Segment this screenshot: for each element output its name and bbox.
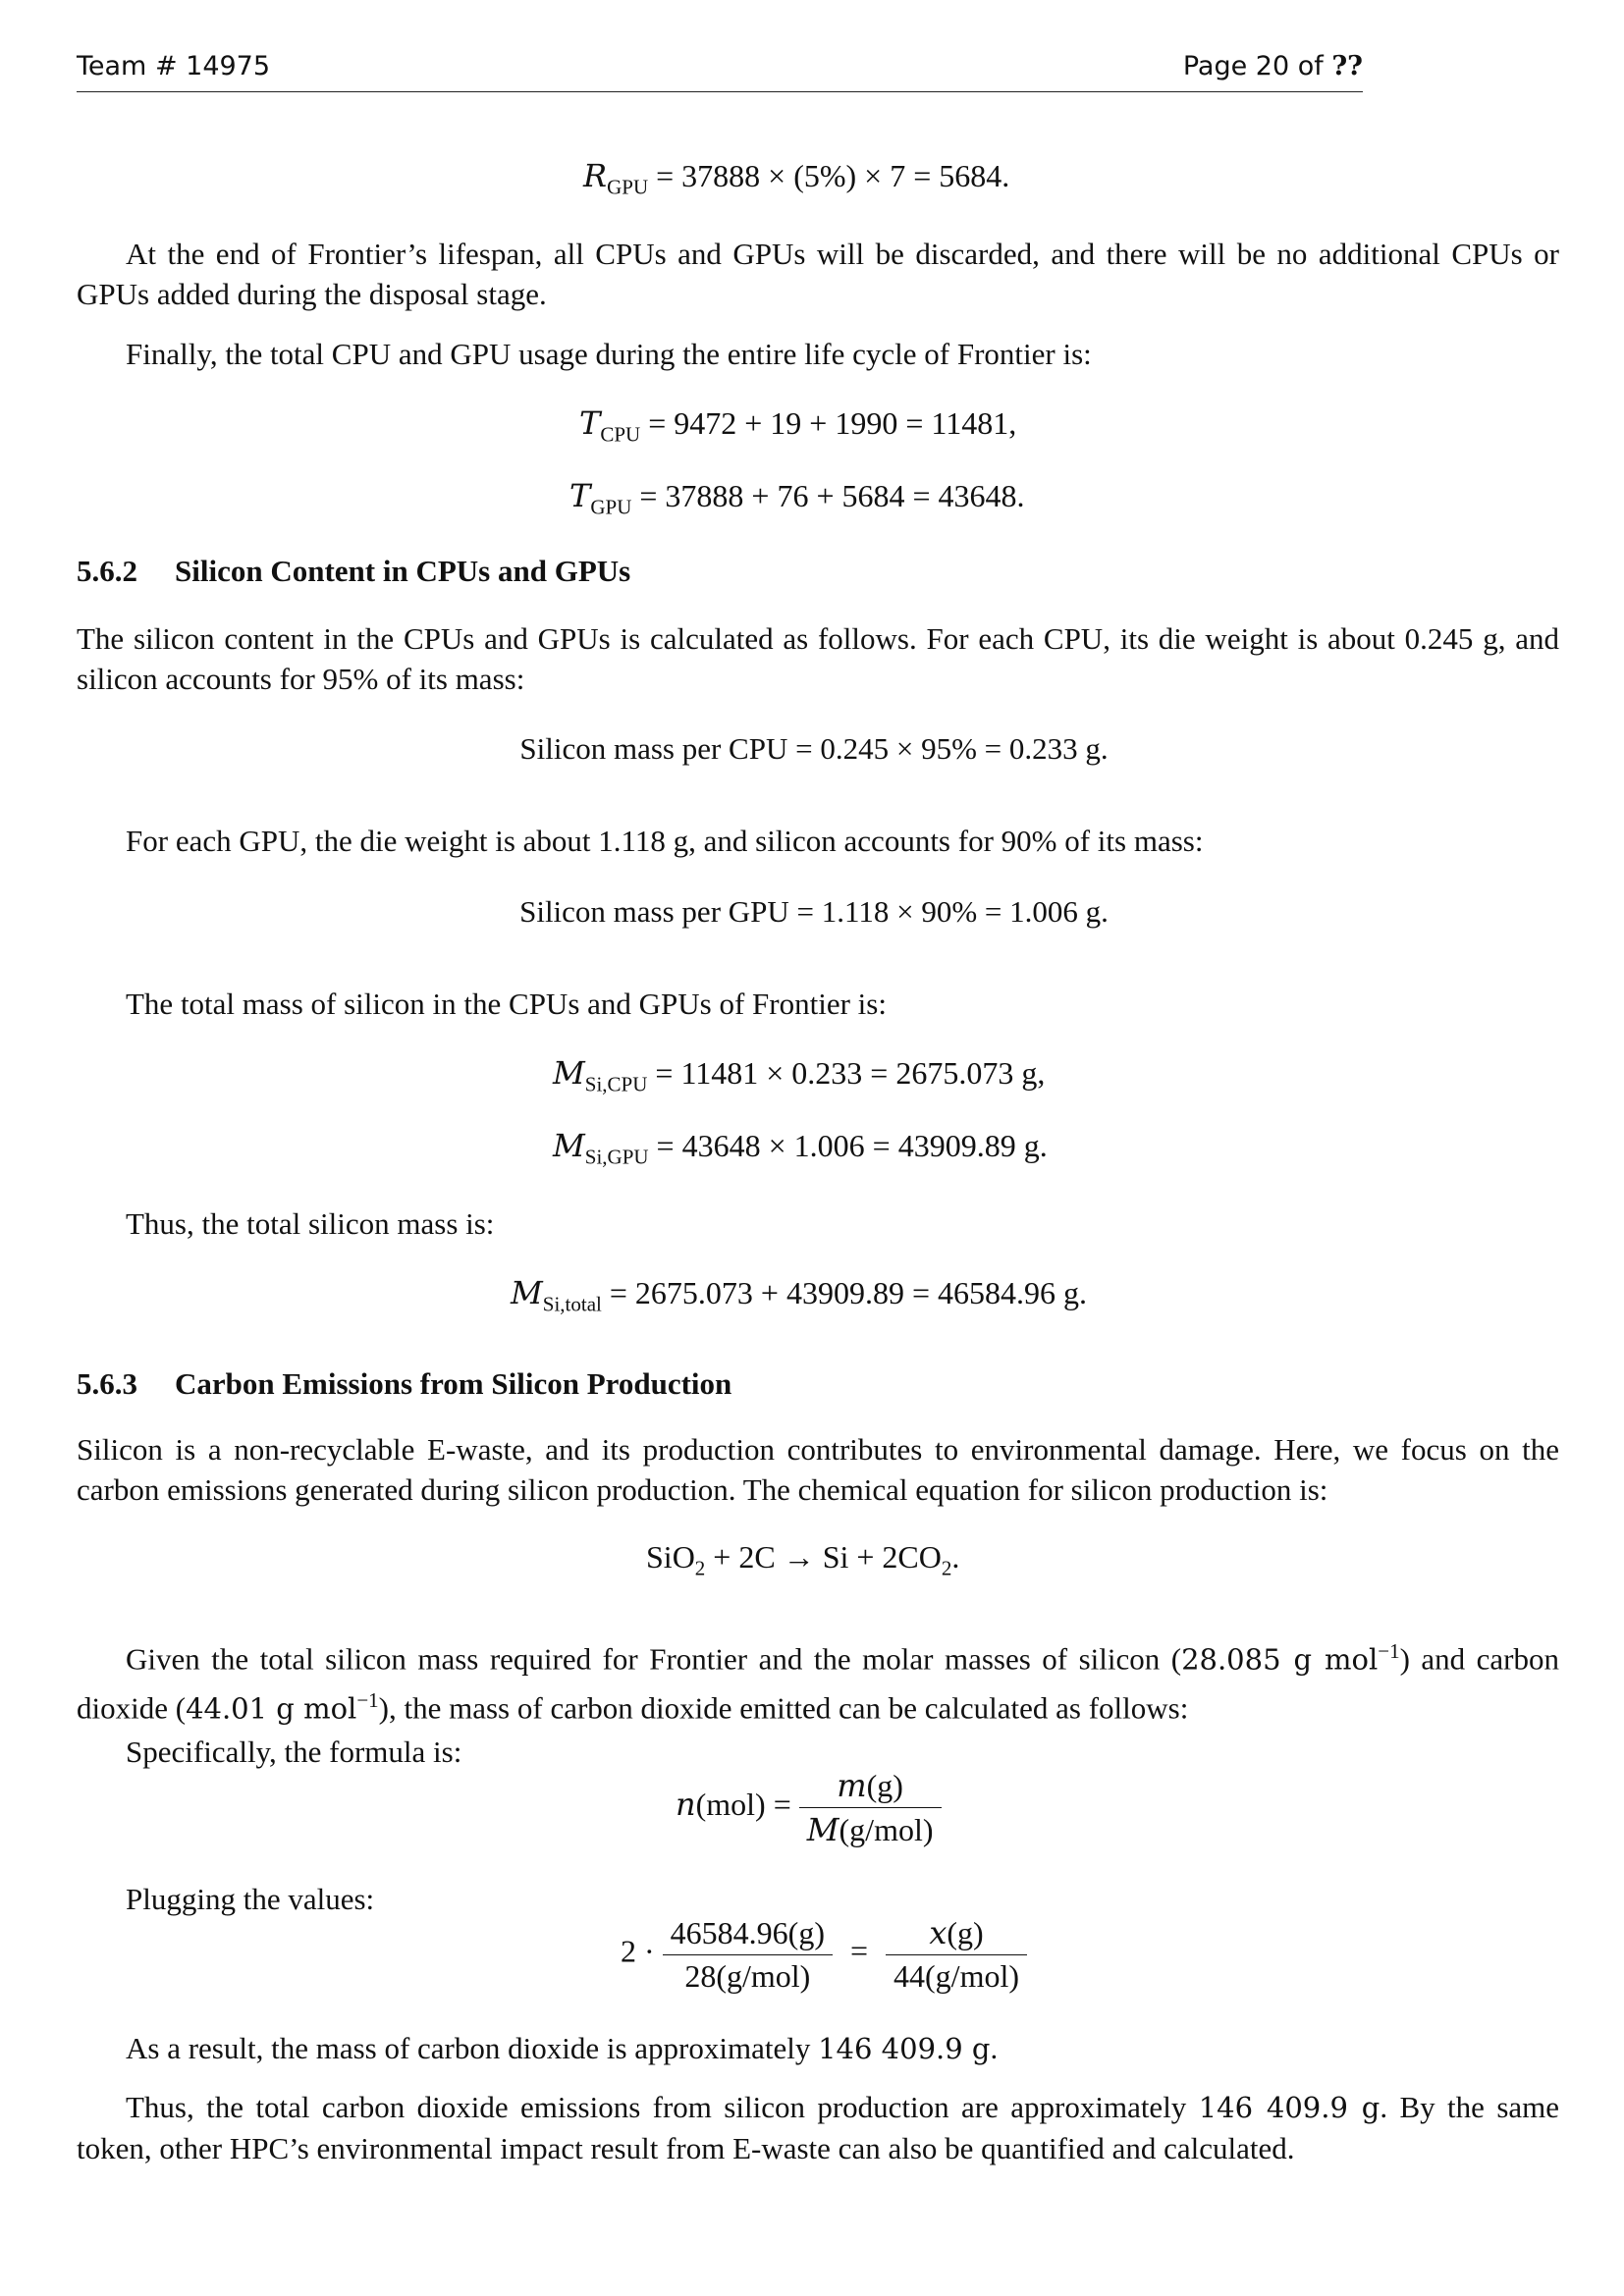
paragraph-total-silicon: The total mass of silicon in the CPUs and GPUs of Frontier is: xyxy=(126,987,887,1021)
paragraph-result: As a result, the mass of carbon dioxide is approximately 146 409.9 g. xyxy=(126,2031,999,2065)
header-rule xyxy=(77,91,1363,92)
equation-chemical: $SiO_2 + 2C \to Si + 2CO_2$. xyxy=(646,1539,960,1580)
equation-rgpu: $R_{GPU} = 37888 \times (5\%) \times 7 = 5684$. xyxy=(583,157,1010,199)
fraction-mass-over-molar: $\frac{m(g)}{\text{M(g/mol)}}$ xyxy=(799,1767,942,1848)
equation-gpu-silicon-mass: Silicon mass per GPU = 1.118 × 90% = 1.006 g. xyxy=(519,894,1109,929)
paragraph-plugging: Plugging the values: xyxy=(126,1882,375,1916)
paragraph-total-usage: Finally, the total CPU and GPU usage during the entire life cycle of Frontier is: xyxy=(126,337,1092,371)
equation-msi-total: $M_{Si,total} = 2675.073 + 43909.89 = 46584.96$ g. xyxy=(511,1274,1087,1316)
fraction-silicon: $\frac{46584.96(g)}{\text{28(g/mol)}}$ xyxy=(663,1915,833,1995)
paragraph-conclusion: Thus, the total carbon dioxide emissions from silicon production are approximately 146 409.9 g. By the same token, other HPC’s environmental impact result from E-waste can also be quantified and calculated. xyxy=(77,2090,1560,2165)
paragraph-molar-masses: Given the total silicon mass required for Frontier and the molar masses of silicon (28.085 g mol$^{-1}$) and carbon dioxide (44.01 g mol$^{-1}$), the mass of carbon dioxide emitted can be calculated as follows: xyxy=(77,1639,1559,1726)
paragraph-silicon-production: Silicon is a non-recyclable E-waste, and its production contributes to environmental damage. Here, we focus on the carbon emissions generated during silicon production. The chemical equation for silicon production is: xyxy=(77,1432,1559,1507)
equation-msi-cpu: $M_{Si,CPU} = 11481 \times 0.233 = 2675.073$ g, xyxy=(553,1054,1046,1096)
paragraph-disposal: At the end of Frontier’s lifespan, all CPUs and GPUs will be discarded, and there will be no additional CPUs or GPUs added during the disposal stage. xyxy=(77,237,1559,311)
equation-tgpu: $T_{GPU} = 37888 + 76 + 5684 = 43648$. xyxy=(569,477,1025,519)
team-number: Team # 14975 xyxy=(77,51,271,81)
paragraph-silicon-total-intro: Thus, the total silicon mass is: xyxy=(126,1206,495,1241)
equation-tcpu: $T_{CPU} = 9472 + 19 + 1990 = 11481$, xyxy=(579,404,1017,447)
section-heading-5-6-2: 5.6.2 Silicon Content in CPUs and GPUs xyxy=(77,554,631,588)
equation-plugged: 2 · $\frac{46584.96(g)}{\text{28(g/mol)}}$ = $\frac{x(g)}{\text{44(g/mol)}}$ xyxy=(621,1914,1027,1995)
equation-moles: n(mol) = $\frac{m(g)}{\text{M(g/mol)}}$ xyxy=(676,1767,942,1848)
paragraph-gpu-die: For each GPU, the die weight is about 1.118 g, and silicon accounts for 90% of its mass: xyxy=(126,824,1204,858)
paragraph-silicon-content: The silicon content in the CPUs and GPUs is calculated as follows. For each CPU, its die weight is about 0.245 g, and silicon accounts for 95% of its mass: xyxy=(77,621,1559,696)
fraction-co2: $\frac{x(g)}{\text{44(g/mol)}}$ xyxy=(886,1914,1027,1995)
equation-msi-gpu: $M_{Si,GPU} = 43648 \times 1.006 = 43909.89$ g. xyxy=(553,1127,1048,1169)
page-number: Page 20 of ?? xyxy=(1182,51,1363,81)
equation-cpu-silicon-mass: Silicon mass per CPU = 0.245 × 95% = 0.233 g. xyxy=(519,731,1109,766)
section-heading-5-6-3: 5.6.3 Carbon Emissions from Silicon Production xyxy=(77,1366,732,1401)
paragraph-formula-intro: Specifically, the formula is: xyxy=(126,1735,462,1769)
